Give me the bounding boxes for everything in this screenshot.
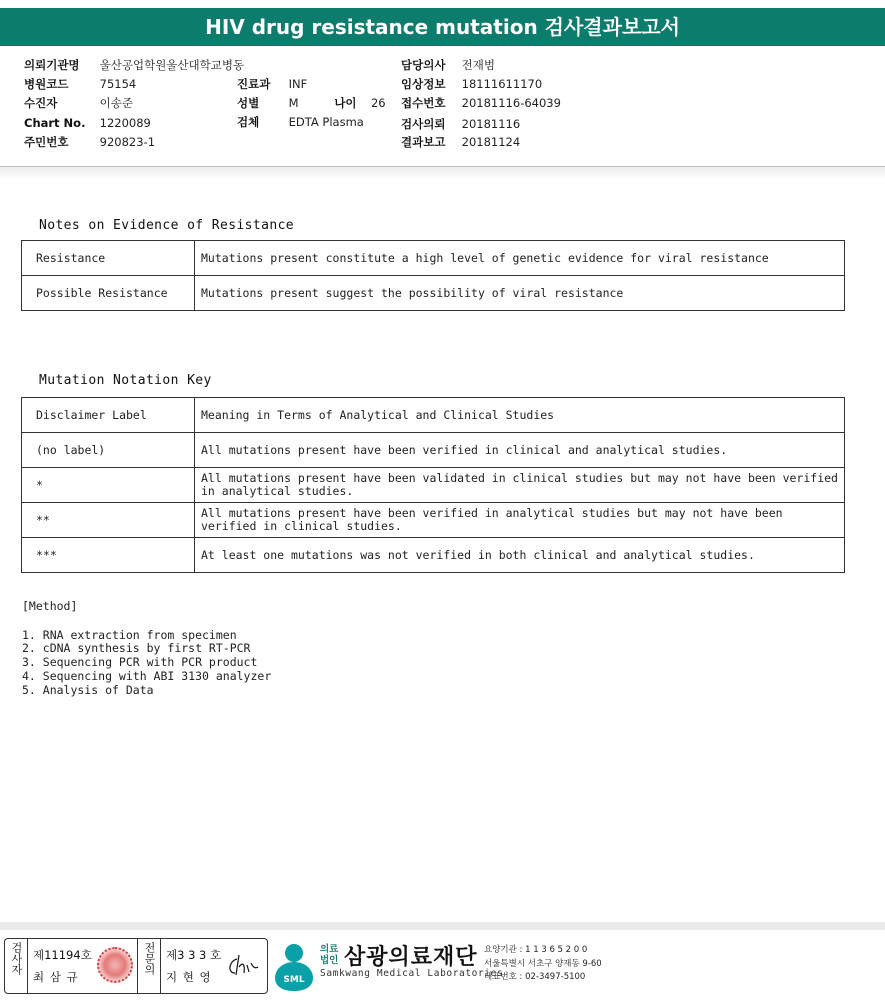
specialist-label — [138, 939, 160, 993]
table-row — [22, 241, 845, 276]
notation-label: ** — [22, 503, 195, 538]
agency-number: 요양기관 : 1 1 3 6 5 2 0 0 — [484, 945, 588, 955]
department-row — [237, 76, 307, 92]
notation-text: All mutations present have been verified in clinical and analytical studies. — [195, 433, 845, 468]
age-value: 26 — [370, 96, 386, 110]
request-date-value: 20181116 — [461, 117, 521, 131]
table-row — [22, 538, 845, 573]
logo-text: SML — [283, 975, 305, 985]
phone: 대표번호 : 02-3497-5100 — [484, 972, 586, 982]
patient-value: 이송준 — [99, 96, 133, 110]
report-date-row — [401, 134, 520, 150]
method-section — [22, 600, 271, 697]
examiner-label-text: 검사자 — [10, 942, 23, 975]
report-date-value: 20181124 — [461, 135, 521, 149]
method-step: 2. cDNA synthesis by first RT-PCR — [22, 641, 251, 656]
doctor-label: 담당의사 — [401, 58, 446, 72]
evidence-label-resistance: Resistance — [22, 241, 195, 276]
chart-no-row — [24, 116, 151, 130]
address: 서울특별시 서초구 양재동 9-60 — [484, 958, 602, 969]
department-value: INF — [288, 77, 308, 91]
notation-header-label: Disclaimer Label — [22, 398, 195, 433]
institution-value: 울산공업학원울산대학교병동 — [99, 58, 245, 72]
divider — [160, 939, 161, 993]
doctor-row — [401, 57, 495, 73]
patient-info-block — [0, 55, 885, 165]
department-label: 진료과 — [237, 77, 271, 91]
resident-no-value: 920823-1 — [99, 135, 156, 149]
evidence-label-possible: Possible Resistance — [22, 276, 195, 311]
receipt-no-row — [401, 95, 561, 111]
evidence-text-possible: Mutations present suggest the possibility of viral resistance — [195, 276, 845, 311]
corp-english: Samkwang Medical Laboratories — [320, 968, 504, 979]
evidence-table — [21, 240, 845, 311]
sex-label: 성별 — [237, 96, 260, 110]
examiner-license: 제11194호 — [33, 948, 92, 962]
footer-divider — [0, 922, 885, 930]
patient-row — [24, 95, 133, 111]
specialist-label-text: 전문의 — [143, 942, 156, 975]
report-title: HIV drug resistance mutation 검사결과보고서 — [0, 8, 885, 46]
specimen-label: 검체 — [237, 115, 260, 129]
examiner-label — [5, 939, 27, 993]
corp-name: 삼광의료재단 — [344, 945, 478, 970]
receipt-no-value: 20181116-64039 — [461, 96, 561, 110]
doctor-value: 전재범 — [461, 58, 495, 72]
evidence-section-title: Notes on Evidence of Resistance — [39, 218, 295, 233]
specialist-license: 제3 3 3 호 — [166, 948, 222, 962]
resident-no-label: 주민번호 — [24, 135, 69, 149]
method-step: 3. Sequencing PCR with PCR product — [22, 655, 258, 670]
corp-type-text: 의료법인 — [320, 944, 339, 966]
specialist-name: 지 현 영 — [166, 970, 212, 984]
seal-stamp — [97, 947, 133, 983]
patient-label: 수진자 — [24, 96, 58, 110]
method-step: 1. RNA extraction from specimen — [22, 627, 237, 642]
age-label: 나이 — [334, 96, 357, 110]
hospital-code-label: 병원코드 — [24, 77, 69, 91]
notation-header-text: Meaning in Terms of Analytical and Clinical Studies — [195, 398, 845, 433]
institution-label: 의뢰기관명 — [24, 58, 80, 72]
method-step: 5. Analysis of Data — [22, 682, 154, 697]
signature-box — [4, 938, 268, 994]
chart-no-label: Chart No. — [24, 116, 86, 130]
table-row — [22, 468, 845, 503]
hospital-code-value: 75154 — [99, 77, 137, 91]
table-row — [22, 503, 845, 538]
request-date-label: 검사의뢰 — [401, 117, 446, 131]
notation-text: All mutations present have been verified in analytical studies but may not have been verified in clinical studies. — [195, 503, 845, 538]
method-title: [Method] — [22, 599, 78, 613]
notation-label: * — [22, 468, 195, 503]
method-step: 4. Sequencing with ABI 3130 analyzer — [22, 668, 272, 683]
clinical-info-value: 18111611170 — [461, 77, 543, 91]
notation-text: At least one mutations was not verified in both clinical and analytical studies. — [195, 538, 845, 573]
notation-section-title: Mutation Notation Key — [39, 373, 212, 388]
hospital-code-row — [24, 76, 136, 92]
report-date-label: 결과보고 — [401, 135, 446, 149]
notation-label: (no label) — [22, 433, 195, 468]
notation-text: All mutations present have been validated in clinical studies but may not have been verified in analytical studies. — [195, 468, 845, 503]
chart-no-value: 1220089 — [99, 116, 151, 130]
sex-value: M — [288, 96, 299, 110]
clinical-info-row — [401, 76, 542, 92]
corp-type — [320, 944, 340, 966]
table-row — [22, 276, 845, 311]
examiner-name: 최 삼 규 — [33, 970, 79, 984]
institution-row — [24, 57, 244, 73]
notation-table — [21, 397, 845, 573]
clinical-info-label: 임상정보 — [401, 77, 446, 91]
divider — [27, 939, 28, 993]
table-header-row — [22, 398, 845, 433]
evidence-text-resistance: Mutations present constitute a high level of genetic evidence for viral resistance — [195, 241, 845, 276]
sex-row — [237, 95, 386, 111]
sml-logo-icon — [272, 940, 316, 992]
notation-label: *** — [22, 538, 195, 573]
corp-contact — [484, 944, 602, 985]
resident-no-row — [24, 134, 155, 150]
request-date-row — [401, 116, 520, 132]
header-divider-shadow — [0, 167, 885, 179]
receipt-no-label: 접수번호 — [401, 96, 446, 110]
specimen-row — [237, 114, 364, 130]
specimen-value: EDTA Plasma — [288, 115, 364, 129]
signature-mark — [225, 953, 259, 977]
table-row — [22, 433, 845, 468]
